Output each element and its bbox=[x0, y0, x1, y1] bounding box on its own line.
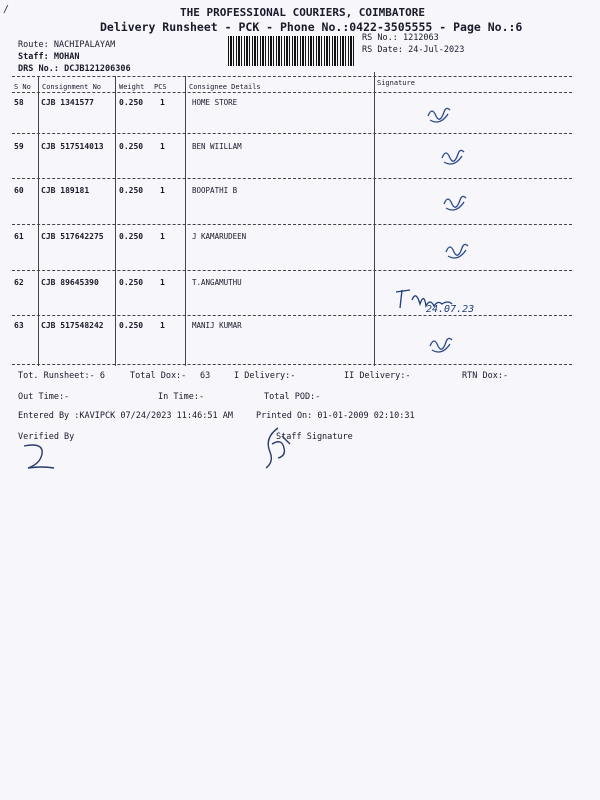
out-time: Out Time:- bbox=[18, 392, 70, 402]
row-sno: 59 bbox=[14, 142, 24, 151]
row-consignment: CJB 1341577 bbox=[41, 98, 94, 107]
row-sno: 60 bbox=[14, 186, 24, 195]
staff-signature-label: Staff Signature bbox=[276, 432, 353, 442]
rs-date-line bbox=[362, 45, 464, 55]
col-header-consignment: Consignment No bbox=[42, 83, 102, 91]
row-separator bbox=[12, 133, 572, 134]
printed-on: Printed On: 01-01-2009 02:10:31 bbox=[256, 411, 415, 421]
col-header-weight: Weight bbox=[119, 83, 145, 91]
staff-line bbox=[18, 52, 79, 62]
col-divider bbox=[115, 76, 116, 366]
verified-by: Verified By bbox=[18, 432, 75, 442]
row-separator bbox=[12, 224, 572, 225]
margin-mark: / bbox=[3, 4, 10, 15]
row-consignee: HOME STORE bbox=[192, 98, 238, 107]
barcode bbox=[228, 36, 356, 66]
route-line bbox=[18, 40, 115, 50]
table-bottom-rule bbox=[12, 364, 572, 365]
signature-mark bbox=[438, 180, 478, 214]
table-header-rule bbox=[12, 92, 572, 93]
signature-mark bbox=[424, 322, 464, 356]
signature-mark bbox=[436, 138, 476, 168]
col-divider bbox=[38, 76, 39, 366]
drs-value: DCJB121206306 bbox=[64, 64, 131, 74]
row-separator bbox=[12, 270, 572, 271]
staff-signature bbox=[258, 424, 298, 470]
tot-runsheet: Tot. Runsheet:- 6 bbox=[18, 371, 105, 381]
row-weight: 0.250 bbox=[119, 321, 144, 330]
row-pcs: 1 bbox=[160, 232, 165, 241]
row-sno: 61 bbox=[14, 232, 24, 241]
row-separator bbox=[12, 315, 572, 316]
row-sno: 63 bbox=[14, 321, 24, 330]
entered-by: Entered By :KAVIPCK 07/24/2023 11:46:51 AM bbox=[18, 411, 233, 421]
ii-delivery: II Delivery:- bbox=[344, 371, 411, 381]
row-sno: 58 bbox=[14, 98, 24, 107]
row-sno: 62 bbox=[14, 278, 24, 287]
row-pcs: 1 bbox=[160, 321, 165, 330]
runsheet-subtitle: Delivery Runsheet - PCK - Phone No.:0422-3505555 - Page No.:6 bbox=[100, 20, 523, 34]
row-consignment: CJB 189181 bbox=[41, 186, 90, 195]
row-weight: 0.250 bbox=[119, 98, 144, 107]
col-header-consignee: Consignee Details bbox=[189, 83, 261, 91]
rs-no-label: RS No.: bbox=[362, 33, 398, 43]
rs-date-label: RS Date: bbox=[362, 45, 403, 55]
row-consignment: CJB 517548242 bbox=[41, 321, 104, 330]
rs-no-value: 1212063 bbox=[402, 33, 439, 43]
row-consignee: T.ANGAMUTHU bbox=[192, 278, 242, 287]
staff-value: MOHAN bbox=[53, 52, 80, 62]
verifier-signature bbox=[18, 440, 68, 472]
row-pcs: 1 bbox=[160, 278, 165, 287]
col-divider bbox=[374, 72, 375, 366]
row-weight: 0.250 bbox=[119, 186, 144, 195]
drs-line bbox=[18, 64, 131, 74]
rtn-dox: RTN Dox:- bbox=[462, 371, 509, 381]
rs-no-line bbox=[362, 33, 439, 43]
total-dox-label: Total Dox:- bbox=[130, 371, 187, 381]
row-weight: 0.250 bbox=[119, 142, 144, 151]
signature-mark bbox=[420, 96, 460, 126]
signature-mark bbox=[440, 228, 480, 262]
table-top-rule bbox=[12, 76, 572, 77]
total-pod: Total POD:- bbox=[264, 392, 321, 402]
col-header-signature: Signature bbox=[377, 79, 415, 87]
drs-label: DRS No.: bbox=[18, 64, 59, 74]
handwritten-date: 24.07.23 bbox=[426, 304, 475, 315]
col-divider bbox=[185, 76, 186, 366]
row-separator bbox=[12, 178, 572, 179]
row-consignee: BOOPATHI B bbox=[192, 186, 238, 195]
row-consignment: CJB 517514013 bbox=[41, 142, 104, 151]
route-label: Route: bbox=[18, 40, 49, 50]
row-consignee: J KAMARUDEEN bbox=[192, 232, 247, 241]
in-time: In Time:- bbox=[158, 392, 205, 402]
row-pcs: 1 bbox=[160, 98, 165, 107]
company-title: THE PROFESSIONAL COURIERS, COIMBATORE bbox=[180, 6, 426, 19]
col-header-pcs: PCS bbox=[154, 83, 167, 91]
total-dox-value: 63 bbox=[200, 371, 211, 381]
row-consignment: CJB 89645390 bbox=[41, 278, 99, 287]
row-pcs: 1 bbox=[160, 186, 165, 195]
route-value: NACHIPALAYAM bbox=[53, 40, 116, 50]
i-delivery: I Delivery:- bbox=[234, 371, 296, 381]
col-header-sno: S No bbox=[14, 83, 31, 91]
row-pcs: 1 bbox=[160, 142, 165, 151]
row-consignee: MANIJ KUMAR bbox=[192, 321, 242, 330]
row-weight: 0.250 bbox=[119, 278, 144, 287]
row-consignee: BEN WIILLAM bbox=[192, 142, 242, 151]
row-weight: 0.250 bbox=[119, 232, 144, 241]
rs-date-value: 24-Jul-2023 bbox=[408, 45, 465, 55]
row-consignment: CJB 517642275 bbox=[41, 232, 104, 241]
staff-label: Staff: bbox=[18, 52, 49, 62]
